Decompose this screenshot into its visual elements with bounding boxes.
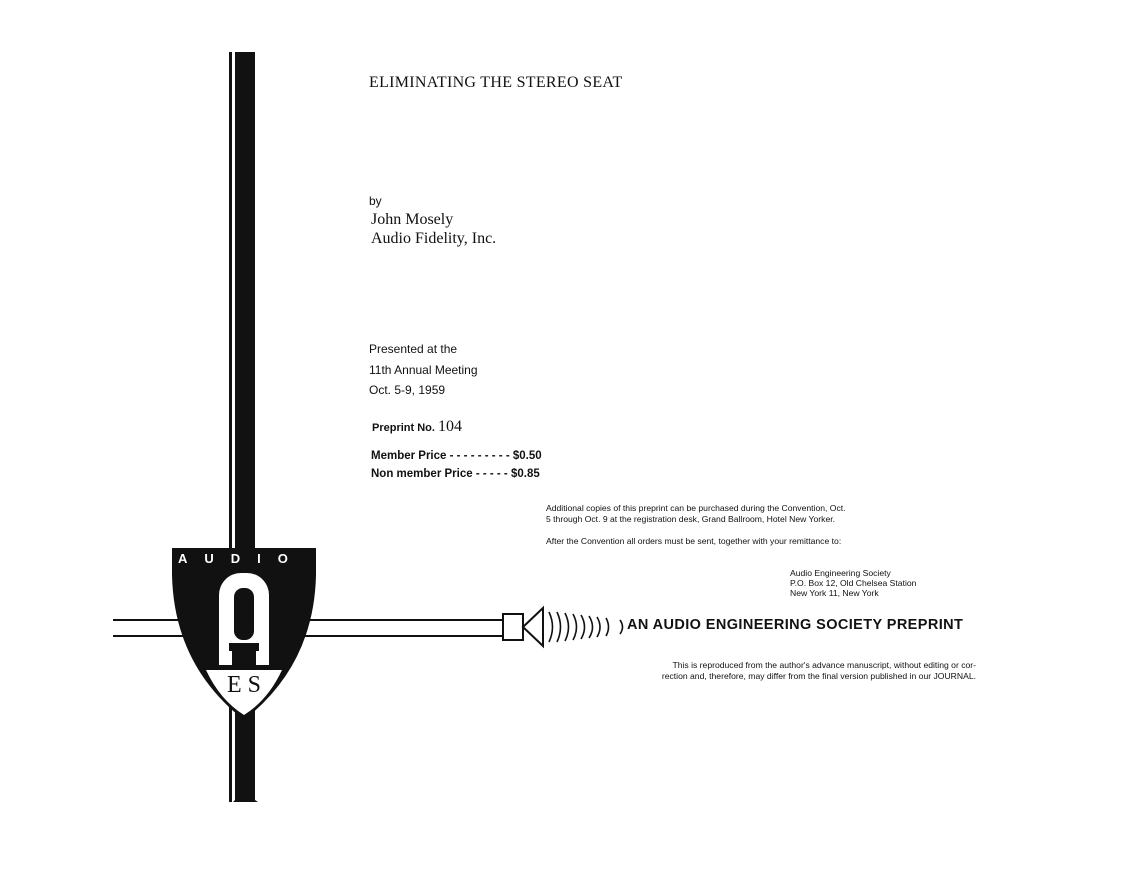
copies-notice [546, 503, 846, 525]
preprint-number [372, 418, 462, 436]
preprint-label: Preprint No. [372, 422, 435, 434]
sound-waves-icon [549, 612, 623, 642]
address-line: New York 11, New York [790, 588, 879, 598]
member-price-row [371, 447, 542, 465]
nonmember-price-label: Non member Price - - - - - [371, 468, 508, 480]
address-line: P.O. Box 12, Old Chelsea Station [790, 578, 917, 588]
author-affiliation: Audio Fidelity, Inc. [371, 230, 497, 247]
nonmember-price-row [371, 465, 542, 483]
copies-line: 5 through Oct. 9 at the registration desk, Grand Ballroom, Hotel New Yorker. [546, 514, 835, 524]
paper-title: ELIMINATING THE STEREO SEAT [369, 74, 623, 91]
logo-bottom-text: E S [226, 672, 261, 698]
copies-line: Additional copies of this preprint can be purchased during the Convention, Oct. [546, 503, 846, 513]
author-name: John Mosely [371, 211, 454, 228]
meeting-line: 11th Annual Meeting [369, 362, 478, 377]
after-convention-notice: After the Convention all orders must be sent, together with your remittance to: [546, 536, 842, 546]
preprint-banner: AN AUDIO ENGINEERING SOCIETY PREPRINT [627, 617, 964, 633]
logo-top-text: AUDIO [178, 551, 305, 566]
date-line: Oct. 5-9, 1959 [369, 383, 446, 397]
disclaimer-line: rection and, therefore, may differ from the final version published in our JOURNAL. [661, 671, 976, 681]
disclaimer-line: This is reproduced from the author's advance manuscript, without editing or cor- [672, 660, 976, 670]
member-price-label: Member Price - - - - - - - - - [371, 450, 510, 462]
price-list [371, 447, 542, 483]
disclaimer [516, 660, 976, 682]
presented-block [369, 339, 478, 401]
nonmember-price: $0.85 [510, 468, 540, 480]
by-label: by [369, 194, 382, 208]
member-price: $0.50 [512, 450, 542, 462]
society-address [790, 568, 916, 598]
address-line: Audio Engineering Society [790, 568, 891, 578]
preprint-value: 104 [438, 418, 463, 435]
presented-line: Presented at the [369, 342, 458, 356]
speaker-icon [503, 608, 543, 646]
author-block [371, 210, 496, 248]
